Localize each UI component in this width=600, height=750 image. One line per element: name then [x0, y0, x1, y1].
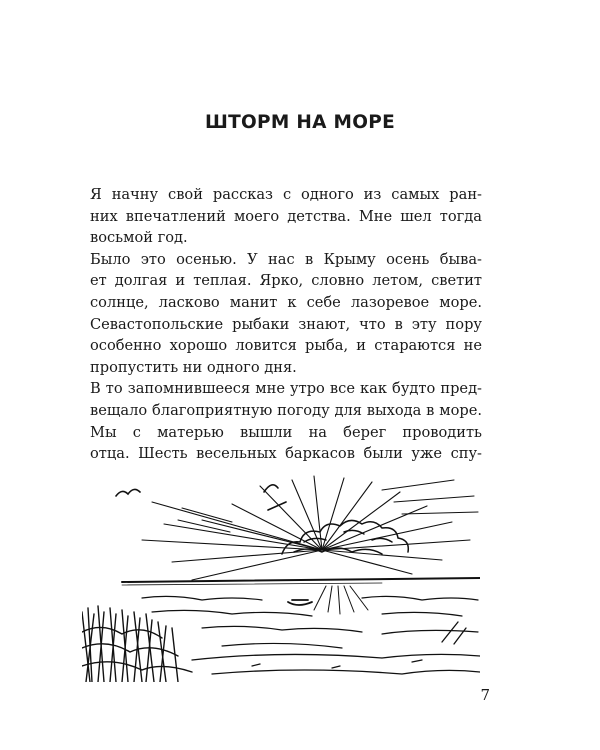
water-reflection — [314, 586, 368, 614]
page-number: 7 — [480, 686, 490, 704]
sun-rays — [142, 476, 478, 580]
text-line: них впечатлений моего детства. Мне шел тогда — [90, 207, 482, 225]
text-line: ет долгая и теплая. Ярко, словно летом, светит — [90, 272, 482, 290]
text-line: В то запомнившееся мне утро все как будто пред- — [90, 380, 482, 398]
text-line: восьмой год. — [90, 229, 188, 247]
text-line: особенно хорошо ловится рыба, и стараются не — [90, 337, 482, 355]
body-text — [90, 184, 482, 465]
text-line: пропустить ни одного дня. — [90, 358, 297, 376]
text-line: вещало благоприятную погоду для выхода в море. — [90, 401, 482, 419]
text-line: Мы с матерью вышли на берег проводить — [90, 423, 482, 441]
birds — [116, 485, 286, 510]
text-line: Севастопольские рыбаки знают, что в эту пору — [90, 315, 482, 333]
chapter-title: ШТОРМ НА МОРЕ — [204, 112, 396, 133]
text-line: солнце, ласково манит к себе лазоревое море. — [90, 293, 482, 311]
beach-foreground — [192, 622, 480, 674]
text-line: отца. Шесть весельных баркасов были уже спу- — [90, 445, 482, 463]
waves — [142, 596, 478, 648]
shore-grass — [82, 606, 192, 682]
sea-shore-illustration — [82, 462, 480, 682]
horizon-line — [122, 578, 480, 582]
text-line: Было это осенью. У нас в Крыму осень быва- — [90, 250, 482, 268]
text-line: Я начну свой рассказ с одного из самых ран- — [90, 186, 482, 203]
boat — [288, 600, 312, 605]
